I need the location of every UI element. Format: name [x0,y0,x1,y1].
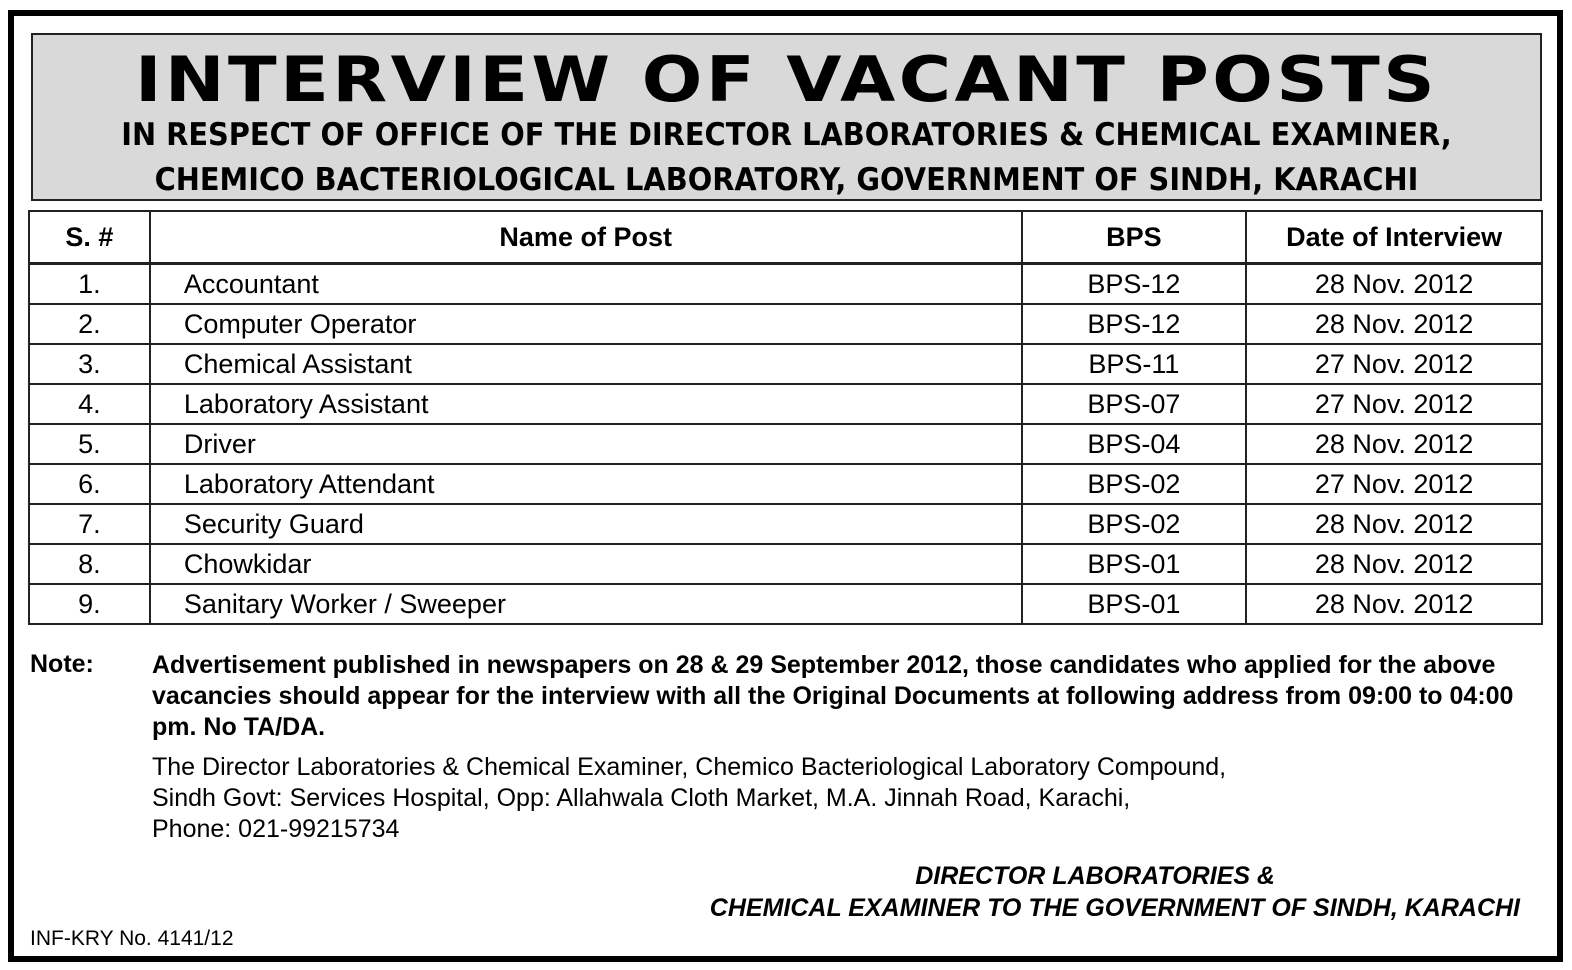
note-text: Advertisement published in newspapers on 28 & 29 September 2012, those candidates who applied for the above vacancies should appear for the interview with all the Original Documents at following address from 09:00 to 04:00 pm. No TA/DA. [152,651,1514,741]
serial-cell: 2. [29,304,150,344]
serial-cell: 4. [29,384,150,424]
address-line-2: Sindh Govt: Services Hospital, Opp: Allahwala Cloth Market, M.A. Jinnah Road, Karachi, [152,784,1131,812]
table-row [29,264,1542,305]
bps-cell: BPS-04 [1022,424,1247,464]
phone: Phone: 021-99215734 [152,815,400,843]
bps-cell: BPS-11 [1022,344,1247,384]
serial-cell: 1. [29,264,150,305]
post-name-cell: Security Guard [150,504,1022,544]
serial-cell: 6. [29,464,150,504]
note-label: Note: [30,650,94,678]
table-row [29,304,1542,344]
table-row [29,544,1542,584]
column-header-post: Name of Post [150,211,1022,264]
post-name-cell: Chemical Assistant [150,344,1022,384]
post-name-cell: Laboratory Assistant [150,384,1022,424]
post-name-cell: Driver [150,424,1022,464]
signature-line-1: DIRECTOR LABORATORIES & [915,862,1275,890]
interview-date-cell: 28 Nov. 2012 [1246,424,1542,464]
header-box [31,33,1542,201]
bps-cell: BPS-07 [1022,384,1247,424]
interview-date-cell: 27 Nov. 2012 [1246,384,1542,424]
interview-date-cell: 28 Nov. 2012 [1246,504,1542,544]
table-row [29,384,1542,424]
interview-date-cell: 28 Nov. 2012 [1246,264,1542,305]
serial-cell: 8. [29,544,150,584]
signature-block [710,860,1520,924]
interview-date-cell: 27 Nov. 2012 [1246,344,1542,384]
vacancies-table [28,210,1543,625]
address [152,752,1226,845]
page-title: INTERVIEW OF VACANT POSTS [134,43,1439,116]
column-header-bps: BPS [1022,211,1247,264]
post-name-cell: Chowkidar [150,544,1022,584]
interview-date-cell: 28 Nov. 2012 [1246,584,1542,624]
signature-line-2: CHEMICAL EXAMINER TO THE GOVERNMENT OF SINDH, KARACHI [709,894,1520,922]
bps-cell: BPS-01 [1022,544,1247,584]
interview-date-cell: 27 Nov. 2012 [1246,464,1542,504]
bps-cell: BPS-02 [1022,464,1247,504]
table-header-row [29,211,1542,264]
table-row [29,424,1542,464]
post-name-cell: Computer Operator [150,304,1022,344]
reference-number: INF-KRY No. 4141/12 [30,927,234,950]
bps-cell: BPS-02 [1022,504,1247,544]
table-row [29,344,1542,384]
post-name-cell: Sanitary Worker / Sweeper [150,584,1022,624]
bps-cell: BPS-12 [1022,264,1247,305]
subtitle-line-1: IN RESPECT OF OFFICE OF THE DIRECTOR LABORATORIES & CHEMICAL EXAMINER, [121,117,1452,153]
serial-cell: 9. [29,584,150,624]
subtitle-line-2: CHEMICO BACTERIOLOGICAL LABORATORY, GOVERNMENT OF SINDH, KARACHI [154,162,1419,198]
interview-date-cell: 28 Nov. 2012 [1246,304,1542,344]
table-row [29,464,1542,504]
column-header-date: Date of Interview [1246,211,1542,264]
serial-cell: 3. [29,344,150,384]
post-name-cell: Laboratory Attendant [150,464,1022,504]
table-row [29,504,1542,544]
interview-date-cell: 28 Nov. 2012 [1246,544,1542,584]
serial-cell: 5. [29,424,150,464]
address-line-1: The Director Laboratories & Chemical Examiner, Chemico Bacteriological Laboratory Compound, [152,753,1227,781]
bps-cell: BPS-12 [1022,304,1247,344]
bps-cell: BPS-01 [1022,584,1247,624]
table-row [29,584,1542,624]
column-header-serial: S. # [29,211,150,264]
serial-cell: 7. [29,504,150,544]
post-name-cell: Accountant [150,264,1022,305]
